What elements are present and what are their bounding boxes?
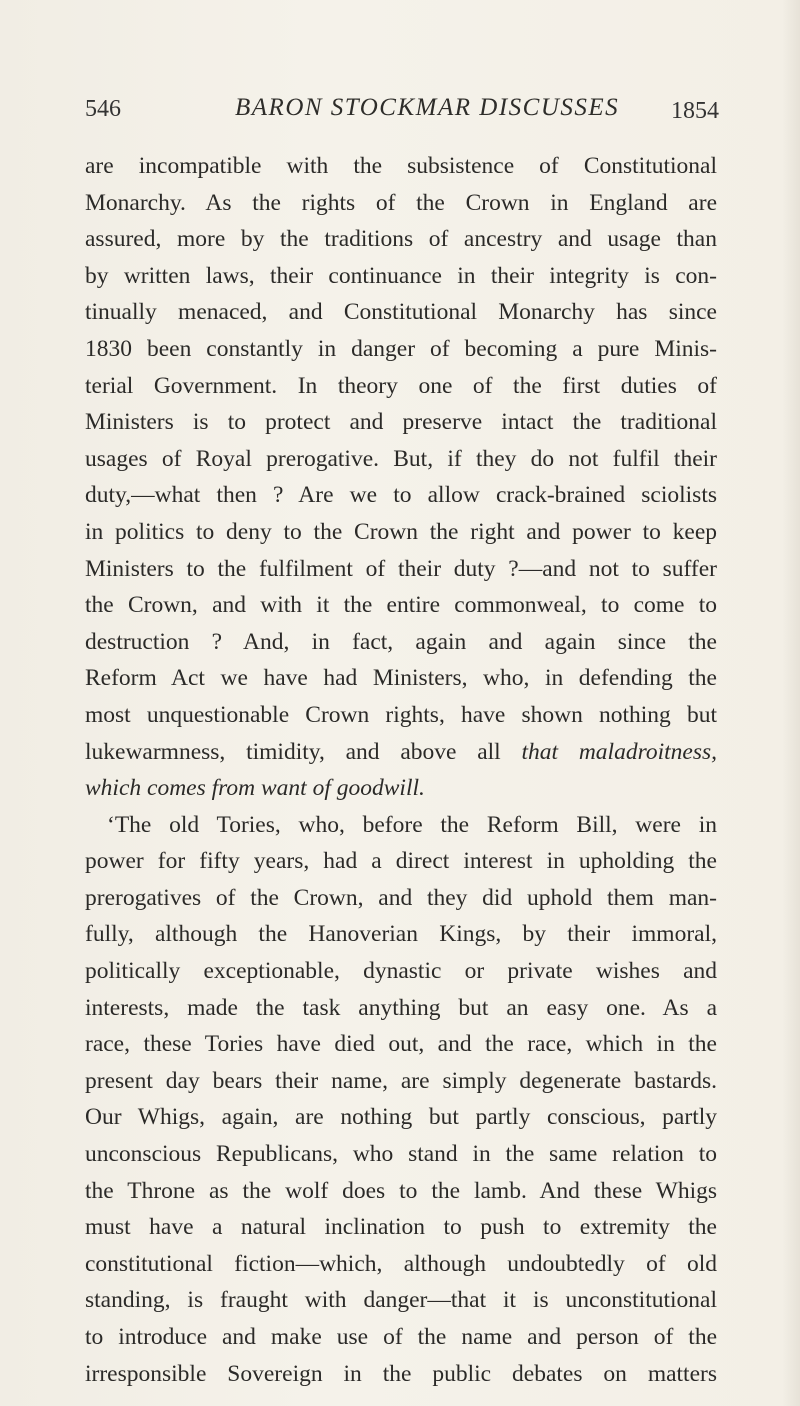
text-segment: lukewarmness, timidity, and above all [85,738,501,765]
text-line: the Crown, and with it the entire commonweal, to come to [85,592,717,619]
text-line: politically exceptionable, dynastic or private wishes and [85,958,717,985]
text-line: Ministers to the fulfilment of their duty ?—and not to suffer [85,555,717,582]
text-line: the Throne as the wolf does to the lamb. And these Whigs [85,1177,717,1204]
text-line: destruction ? And, in fact, again and again since the [85,628,717,655]
running-head: BARON STOCKMAR DISCUSSES [235,94,620,121]
text-line: most unquestionable Crown rights, have shown nothing but [85,701,717,728]
text-line-mixed [85,734,717,771]
text-line: standing, is fraught with danger—that it is unconstitutional [85,1287,717,1314]
paragraph-start: ‘The old Tories, who, before the Reform Bill, were in [107,811,717,838]
page-number: 546 [85,96,121,122]
text-line: must have a natural inclination to push to extremity the [85,1214,717,1241]
text-line: assured, more by the traditions of ancestry and usage than [85,226,717,253]
text-line: usages of Royal prerogative. But, if they do not fulfil their [85,445,717,472]
text-line: present day bears their name, are simply degenerate bastards. [85,1067,717,1094]
text-line: interests, made the task anything but an easy one. As a [85,994,717,1021]
text-line-italic: which comes from want of goodwill. [85,775,425,802]
text-line: Monarchy. As the rights of the Crown in England are [85,189,717,216]
header-year: 1854 [671,98,719,124]
text-line: terial Government. In theory one of the first duties of [85,372,717,399]
text-line: race, these Tories have died out, and the race, which in the [85,1031,717,1058]
text-line: Our Whigs, again, are nothing but partly conscious, partly [85,1104,717,1131]
text-line: 1830 been constantly in danger of becoming a pure Minis- [85,335,717,362]
italic-phrase: that maladroitness, [521,738,717,765]
body-text [85,148,717,1392]
text-line: duty,—what then ? Are we to allow crack-brained sciolists [85,482,717,509]
text-line: fully, although the Hanoverian Kings, by their immoral, [85,921,717,948]
text-line: unconscious Republicans, who stand in the same relation to [85,1141,717,1168]
text-line: Ministers is to protect and preserve intact the traditional [85,409,717,436]
text-line: Reform Act we have had Ministers, who, in defending the [85,665,717,692]
text-line: constitutional fiction—which, although undoubtedly of old [85,1250,717,1277]
text-line: prerogatives of the Crown, and they did uphold them man- [85,884,717,911]
page-header [85,96,717,132]
text-line: power for fifty years, had a direct interest in upholding the [85,848,717,875]
text-line: tinually menaced, and Constitutional Monarchy has since [85,299,717,326]
text-line: in politics to deny to the Crown the right and power to keep [85,518,717,545]
page-edge-shadow [782,0,800,1406]
text-line: are incompatible with the subsistence of Constitutional [85,153,717,179]
text-line: irresponsible Sovereign in the public debates on matters [85,1360,717,1387]
text-line: to introduce and make use of the name and person of the [85,1324,717,1350]
text-line: by written laws, their continuance in their integrity is con- [85,262,717,289]
